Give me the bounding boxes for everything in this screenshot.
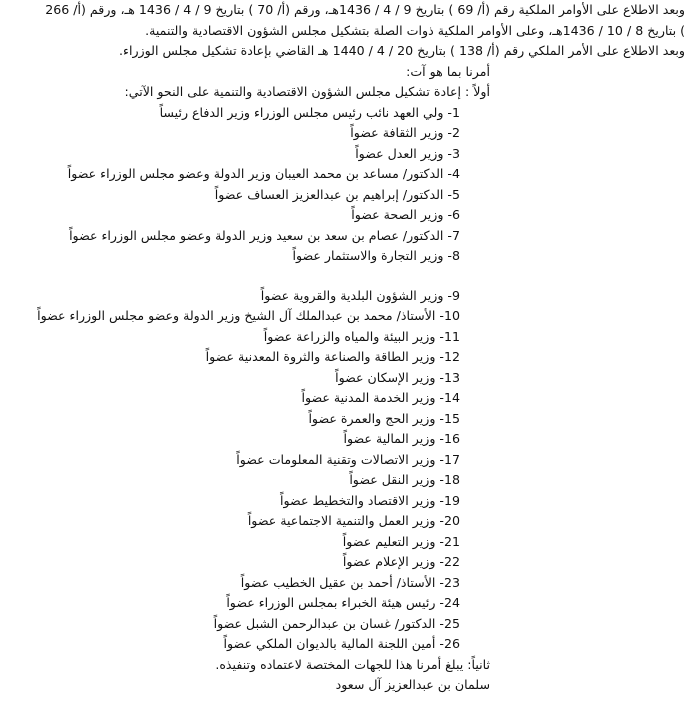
members-list-part-2 [4,286,685,655]
member-item: 26- أمين اللجنة المالية بالديوان الملكي عضواً [223,636,460,651]
preamble-line-3: وبعد الاطلاع على الأمر الملكي رقم (أ/ 138 ) بتاريخ 20 / 4 / 1440 هـ القاضي بإعادة تشكيل مجلس الوزراء. [119,43,685,58]
member-item: 19- وزير الاقتصاد والتخطيط عضواً [280,492,460,508]
section-gap [4,267,685,286]
decree-opening: أمرنا بما هو آت: [406,63,490,79]
member-item: 22- وزير الإعلام عضواً [342,554,460,569]
member-item: 9- وزير الشؤون البلدية والقروية عضواً [260,287,460,303]
member-item: 8- وزير التجارة والاستثمار عضواً [292,248,460,263]
preamble-line-1: وبعد الاطلاع على الأوامر الملكية رقم (أ/ 69 ) بتاريخ 9 / 4 / 1436هـ، ورقم (أ/ 70 ) بتاريخ 9 / 4 / 1436 هـ، ورقم (أ/ 266 [45,2,685,17]
member-item: 15- وزير الحج والعمرة عضواً [308,410,460,426]
member-item: 13- وزير الإسكان عضواً [335,369,460,385]
member-item: 1- ولي العهد نائب رئيس مجلس الوزراء وزير الدفاع رئيساً [159,104,460,120]
member-item: 20- وزير العمل والتنمية الاجتماعية عضواً [247,513,460,528]
first-clause-heading: أولاً : إعادة تشكيل مجلس الشؤون الاقتصادية والتنمية على النحو الآتي: [124,84,490,99]
member-item: 18- وزير النقل عضواً [349,472,460,487]
member-item: 2- وزير الثقافة عضواً [350,125,460,140]
member-item: 16- وزير المالية عضواً [343,431,460,446]
member-item: 10- الأستاذ/ محمد بن عبدالملك آل الشيخ وزير الدولة وعضو مجلس الوزراء عضواً [37,308,460,323]
member-item: 25- الدكتور/ غسان بن عبدالرحمن الشبل عضواً [213,615,460,631]
member-item: 23- الأستاذ/ أحمد بن عقيل الخطيب عضواً [240,574,460,590]
members-list-part-1 [4,103,685,267]
member-item: 21- وزير التعليم عضواً [342,533,460,549]
preamble-line-2: ) بتاريخ 8 / 10 / 1436هـ، وعلى الأوامر الملكية ذوات الصلة بتشكيل مجلس الشؤون الاقتصادية والتنمية. [145,22,685,38]
member-item: 14- وزير الخدمة المدنية عضواً [301,390,460,405]
member-item: 12- وزير الطاقة والصناعة والثروة المعدنية عضواً [205,349,460,364]
member-item: 5- الدكتور/ إبراهيم بن عبدالعزيز العساف عضواً [214,186,460,202]
member-item: 7- الدكتور/ عصام بن سعد بن سعيد وزير الدولة وعضو مجلس الوزراء عضواً [69,227,460,243]
member-item: 6- وزير الصحة عضواً [351,207,460,222]
member-item: 17- وزير الاتصالات وتقنية المعلومات عضواً [236,451,460,467]
member-item: 4- الدكتور/ مساعد بن محمد العيبان وزير الدولة وعضو مجلس الوزراء عضواً [67,166,460,181]
member-item: 11- وزير البيئة والمياه والزراعة عضواً [263,328,460,344]
member-item: 24- رئيس هيئة الخبراء بمجلس الوزراء عضواً [226,595,460,610]
member-item: 3- وزير العدل عضواً [355,145,460,161]
second-clause: ثانياً: يبلغ أمرنا هذا للجهات المختصة لاعتماده وتنفيذه. [215,656,490,672]
signature: سلمان بن عبدالعزيز آل سعود [335,677,490,692]
